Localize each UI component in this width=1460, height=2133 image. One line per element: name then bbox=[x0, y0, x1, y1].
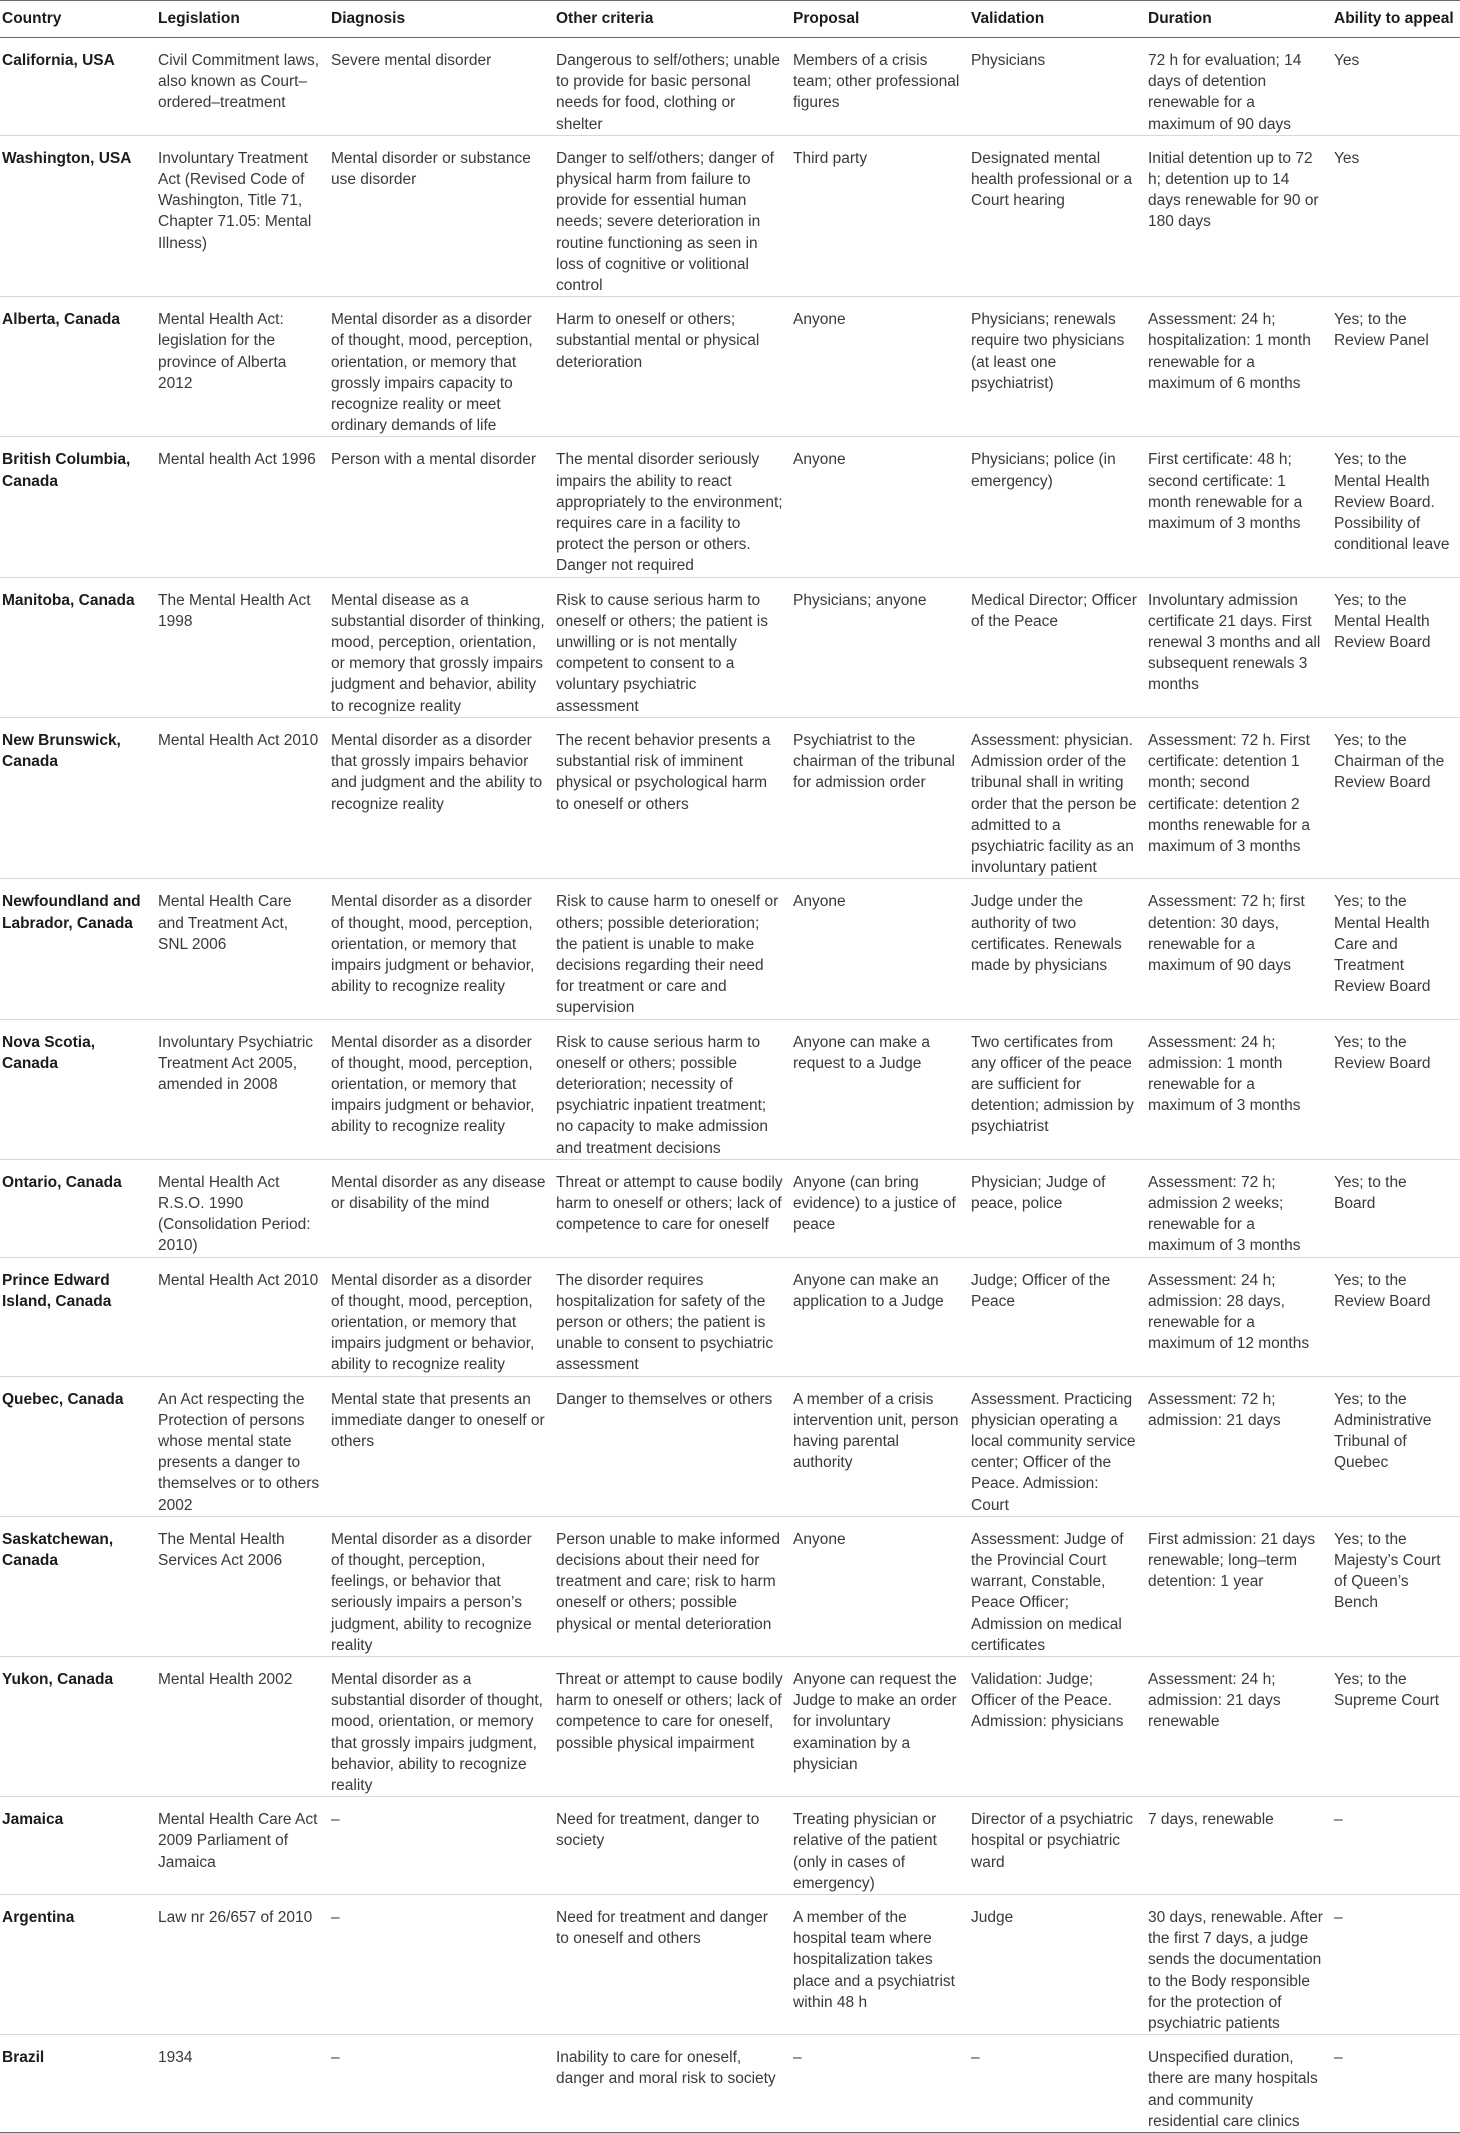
cell-proposal: A member of a crisis intervention unit, person having parental authority bbox=[791, 1376, 969, 1516]
cell-validation: Two certificates from any officer of the peace are sufficient for detention; admission by psychiatrist bbox=[969, 1019, 1146, 1159]
cell-legislation: Mental Health Care and Treatment Act, SNL 2006 bbox=[156, 879, 329, 1019]
cell-duration: Assessment: 72 h; admission: 21 days bbox=[1146, 1376, 1332, 1516]
cell-country: New Brunswick, Canada bbox=[0, 717, 156, 878]
cell-legislation: Involuntary Psychiatric Treatment Act 2005, amended in 2008 bbox=[156, 1019, 329, 1159]
table-row bbox=[0, 135, 1460, 296]
cell-other-criteria: Threat or attempt to cause bodily harm to oneself or others; lack of competence to care for oneself bbox=[554, 1159, 791, 1257]
cell-duration: 30 days, renewable. After the first 7 days, a judge sends the documentation to the Body responsible for the protection of psychiatric patients bbox=[1146, 1895, 1332, 2035]
table-row bbox=[0, 879, 1460, 1019]
cell-duration: Assessment: 72 h. First certificate: detention 1 month; second certificate: detention 2 months renewable for a maximum of 3 months bbox=[1146, 717, 1332, 878]
cell-duration: Initial detention up to 72 h; detention up to 14 days renewable for 90 or 180 days bbox=[1146, 135, 1332, 296]
cell-other-criteria: Danger to self/others; danger of physical harm from failure to provide for essential human needs; severe deterioration in routine functioning as seen in loss of cognitive or volitional control bbox=[554, 135, 791, 296]
cell-proposal: Members of a crisis team; other professional figures bbox=[791, 38, 969, 136]
cell-validation: Assessment: physician. Admission order of the tribunal shall in writing order that the person be admitted to a psychiatric facility as an involuntary patient bbox=[969, 717, 1146, 878]
cell-diagnosis: Mental disorder as a disorder of thought, mood, perception, orientation, or memory that grossly impairs capacity to recognize reality or meet ordinary demands of life bbox=[329, 297, 554, 437]
column-header-diagnosis: Diagnosis bbox=[329, 1, 554, 38]
cell-other-criteria: Inability to care for oneself, danger and moral risk to society bbox=[554, 2035, 791, 2133]
cell-validation: Designated mental health professional or a Court hearing bbox=[969, 135, 1146, 296]
cell-legislation: Mental Health 2002 bbox=[156, 1657, 329, 1797]
cell-diagnosis: Mental disorder as a disorder that grossly impairs behavior and judgment and the ability to recognize reality bbox=[329, 717, 554, 878]
cell-duration: Assessment: 24 h; admission: 28 days, renewable for a maximum of 12 months bbox=[1146, 1257, 1332, 1376]
cell-validation: Validation: Judge; Officer of the Peace. Admission: physicians bbox=[969, 1657, 1146, 1797]
table-header bbox=[0, 1, 1460, 38]
cell-diagnosis: Mental disorder as any disease or disability of the mind bbox=[329, 1159, 554, 1257]
cell-other-criteria: Threat or attempt to cause bodily harm to oneself or others; lack of competence to care for oneself, possible physical impairment bbox=[554, 1657, 791, 1797]
cell-diagnosis: Mental state that presents an immediate danger to oneself or others bbox=[329, 1376, 554, 1516]
cell-diagnosis: Mental disorder as a disorder of thought, mood, perception, orientation, or memory that impairs judgment or behavior, ability to recognize reality bbox=[329, 1257, 554, 1376]
cell-ability-to-appeal: – bbox=[1332, 2035, 1460, 2133]
cell-country: Jamaica bbox=[0, 1797, 156, 1895]
table-row bbox=[0, 1376, 1460, 1516]
cell-duration: Involuntary admission certificate 21 days. First renewal 3 months and all subsequent renewals 3 months bbox=[1146, 577, 1332, 717]
cell-validation: Physicians; police (in emergency) bbox=[969, 437, 1146, 577]
table-row bbox=[0, 577, 1460, 717]
cell-legislation: Mental Health Act: legislation for the province of Alberta 2012 bbox=[156, 297, 329, 437]
cell-diagnosis: Mental disorder as a disorder of thought, mood, perception, orientation, or memory that impairs judgment or behavior, ability to recognize reality bbox=[329, 1019, 554, 1159]
column-header-duration: Duration bbox=[1146, 1, 1332, 38]
cell-ability-to-appeal: Yes; to the Review Board bbox=[1332, 1257, 1460, 1376]
cell-diagnosis: Severe mental disorder bbox=[329, 38, 554, 136]
cell-proposal: Psychiatrist to the chairman of the tribunal for admission order bbox=[791, 717, 969, 878]
cell-country: Saskatchewan, Canada bbox=[0, 1516, 156, 1656]
cell-country: British Columbia, Canada bbox=[0, 437, 156, 577]
cell-diagnosis: – bbox=[329, 1797, 554, 1895]
cell-ability-to-appeal: Yes bbox=[1332, 38, 1460, 136]
cell-proposal: Anyone bbox=[791, 437, 969, 577]
cell-legislation: Civil Commitment laws, also known as Court–ordered–treatment bbox=[156, 38, 329, 136]
cell-proposal: Anyone (can bring evidence) to a justice of peace bbox=[791, 1159, 969, 1257]
cell-other-criteria: Risk to cause serious harm to oneself or others; the patient is unwilling or is not mentally competent to consent to a voluntary psychiatric assessment bbox=[554, 577, 791, 717]
cell-country: Manitoba, Canada bbox=[0, 577, 156, 717]
cell-proposal: Anyone can request the Judge to make an order for involuntary examination by a physician bbox=[791, 1657, 969, 1797]
cell-ability-to-appeal: – bbox=[1332, 1895, 1460, 2035]
cell-ability-to-appeal: Yes; to the Board bbox=[1332, 1159, 1460, 1257]
cell-other-criteria: Person unable to make informed decisions about their need for treatment and care; risk to harm oneself or others; possible physical or mental deterioration bbox=[554, 1516, 791, 1656]
cell-ability-to-appeal: Yes; to the Mental Health Care and Treatment Review Board bbox=[1332, 879, 1460, 1019]
cell-validation: Judge under the authority of two certificates. Renewals made by physicians bbox=[969, 879, 1146, 1019]
cell-ability-to-appeal: – bbox=[1332, 1797, 1460, 1895]
cell-validation: Physician; Judge of peace, police bbox=[969, 1159, 1146, 1257]
cell-other-criteria: Danger to themselves or others bbox=[554, 1376, 791, 1516]
cell-legislation: Law nr 26/657 of 2010 bbox=[156, 1895, 329, 2035]
cell-proposal: Anyone bbox=[791, 879, 969, 1019]
table-row bbox=[0, 437, 1460, 577]
cell-legislation: The Mental Health Act 1998 bbox=[156, 577, 329, 717]
cell-country: Quebec, Canada bbox=[0, 1376, 156, 1516]
cell-duration: First admission: 21 days renewable; long–term detention: 1 year bbox=[1146, 1516, 1332, 1656]
table-row bbox=[0, 38, 1460, 136]
table-row bbox=[0, 1797, 1460, 1895]
cell-proposal: Anyone can make an application to a Judge bbox=[791, 1257, 969, 1376]
cell-ability-to-appeal: Yes; to the Administrative Tribunal of Quebec bbox=[1332, 1376, 1460, 1516]
cell-ability-to-appeal: Yes; to the Majesty’s Court of Queen’s Bench bbox=[1332, 1516, 1460, 1656]
cell-duration: Assessment: 24 h; admission: 21 days renewable bbox=[1146, 1657, 1332, 1797]
cell-proposal: Third party bbox=[791, 135, 969, 296]
cell-diagnosis: Mental disorder as a disorder of thought, mood, perception, orientation, or memory that impairs judgment or behavior, ability to recognize reality bbox=[329, 879, 554, 1019]
table-row bbox=[0, 297, 1460, 437]
cell-proposal: Anyone can make a request to a Judge bbox=[791, 1019, 969, 1159]
cell-proposal: Anyone bbox=[791, 297, 969, 437]
cell-legislation: Mental Health Care Act 2009 Parliament of Jamaica bbox=[156, 1797, 329, 1895]
cell-validation: Physicians; renewals require two physicians (at least one psychiatrist) bbox=[969, 297, 1146, 437]
cell-ability-to-appeal: Yes; to the Review Panel bbox=[1332, 297, 1460, 437]
cell-other-criteria: Risk to cause harm to oneself or others; possible deterioration; the patient is unable to make decisions regarding their need for treatment or care and supervision bbox=[554, 879, 791, 1019]
cell-validation: – bbox=[969, 2035, 1146, 2133]
table-row bbox=[0, 717, 1460, 878]
cell-country: Washington, USA bbox=[0, 135, 156, 296]
cell-ability-to-appeal: Yes bbox=[1332, 135, 1460, 296]
column-header-legislation: Legislation bbox=[156, 1, 329, 38]
cell-other-criteria: Harm to oneself or others; substantial mental or physical deterioration bbox=[554, 297, 791, 437]
cell-ability-to-appeal: Yes; to the Review Board bbox=[1332, 1019, 1460, 1159]
cell-country: Yukon, Canada bbox=[0, 1657, 156, 1797]
cell-country: Ontario, Canada bbox=[0, 1159, 156, 1257]
cell-duration: First certificate: 48 h; second certificate: 1 month renewable for a maximum of 3 months bbox=[1146, 437, 1332, 577]
cell-validation: Medical Director; Officer of the Peace bbox=[969, 577, 1146, 717]
column-header-other-criteria: Other criteria bbox=[554, 1, 791, 38]
cell-diagnosis: Mental disease as a substantial disorder of thinking, mood, perception, orientation, or memory that grossly impairs judgment and behavior, ability to recognize reality bbox=[329, 577, 554, 717]
cell-validation: Assessment: Judge of the Provincial Court warrant, Constable, Peace Officer; Admission on medical certificates bbox=[969, 1516, 1146, 1656]
cell-legislation: Involuntary Treatment Act (Revised Code of Washington, Title 71, Chapter 71.05: Mental Illness) bbox=[156, 135, 329, 296]
cell-ability-to-appeal: Yes; to the Mental Health Review Board bbox=[1332, 577, 1460, 717]
cell-diagnosis: Person with a mental disorder bbox=[329, 437, 554, 577]
cell-duration: Assessment: 72 h; admission 2 weeks; renewable for a maximum of 3 months bbox=[1146, 1159, 1332, 1257]
cell-duration: 7 days, renewable bbox=[1146, 1797, 1332, 1895]
cell-validation: Physicians bbox=[969, 38, 1146, 136]
cell-other-criteria: The mental disorder seriously impairs the ability to react appropriately to the environment; requires care in a facility to protect the person or others. Danger not required bbox=[554, 437, 791, 577]
cell-proposal: Treating physician or relative of the patient (only in cases of emergency) bbox=[791, 1797, 969, 1895]
table-row bbox=[0, 1257, 1460, 1376]
cell-other-criteria: The disorder requires hospitalization for safety of the person or others; the patient is unable to consent to psychiatric assessment bbox=[554, 1257, 791, 1376]
column-header-ability-to-appeal: Ability to appeal bbox=[1332, 1, 1460, 38]
cell-legislation: Mental Health Act 2010 bbox=[156, 717, 329, 878]
cell-duration: Assessment: 24 h; admission: 1 month renewable for a maximum of 3 months bbox=[1146, 1019, 1332, 1159]
cell-ability-to-appeal: Yes; to the Mental Health Review Board. Possibility of conditional leave bbox=[1332, 437, 1460, 577]
cell-country: Argentina bbox=[0, 1895, 156, 2035]
cell-country: Brazil bbox=[0, 2035, 156, 2133]
cell-country: Prince Edward Island, Canada bbox=[0, 1257, 156, 1376]
table-body bbox=[0, 38, 1460, 2133]
table-row bbox=[0, 2035, 1460, 2133]
table-row bbox=[0, 1895, 1460, 2035]
cell-other-criteria: Need for treatment and danger to oneself and others bbox=[554, 1895, 791, 2035]
cell-ability-to-appeal: Yes; to the Chairman of the Review Board bbox=[1332, 717, 1460, 878]
cell-proposal: – bbox=[791, 2035, 969, 2133]
cell-legislation: An Act respecting the Protection of persons whose mental state presents a danger to themselves or to others 2002 bbox=[156, 1376, 329, 1516]
cell-legislation: The Mental Health Services Act 2006 bbox=[156, 1516, 329, 1656]
cell-validation: Judge bbox=[969, 1895, 1146, 2035]
column-header-country: Country bbox=[0, 1, 156, 38]
cell-legislation: 1934 bbox=[156, 2035, 329, 2133]
column-header-validation: Validation bbox=[969, 1, 1146, 38]
cell-duration: Assessment: 24 h; hospitalization: 1 month renewable for a maximum of 6 months bbox=[1146, 297, 1332, 437]
cell-diagnosis: Mental disorder or substance use disorder bbox=[329, 135, 554, 296]
cell-duration: 72 h for evaluation; 14 days of detention renewable for a maximum of 90 days bbox=[1146, 38, 1332, 136]
table-row bbox=[0, 1657, 1460, 1797]
cell-country: Alberta, Canada bbox=[0, 297, 156, 437]
cell-other-criteria: Dangerous to self/others; unable to provide for basic personal needs for food, clothing or shelter bbox=[554, 38, 791, 136]
cell-ability-to-appeal: Yes; to the Supreme Court bbox=[1332, 1657, 1460, 1797]
table-row bbox=[0, 1516, 1460, 1656]
cell-duration: Unspecified duration, there are many hospitals and community residential care clinics bbox=[1146, 2035, 1332, 2133]
cell-validation: Director of a psychiatric hospital or psychiatric ward bbox=[969, 1797, 1146, 1895]
cell-proposal: A member of the hospital team where hospitalization takes place and a psychiatrist within 48 h bbox=[791, 1895, 969, 2035]
cell-proposal: Physicians; anyone bbox=[791, 577, 969, 717]
cell-diagnosis: – bbox=[329, 1895, 554, 2035]
cell-proposal: Anyone bbox=[791, 1516, 969, 1656]
table-row bbox=[0, 1159, 1460, 1257]
cell-legislation: Mental Health Act R.S.O. 1990 (Consolidation Period: 2010) bbox=[156, 1159, 329, 1257]
cell-legislation: Mental Health Act 2010 bbox=[156, 1257, 329, 1376]
column-header-proposal: Proposal bbox=[791, 1, 969, 38]
cell-other-criteria: The recent behavior presents a substantial risk of imminent physical or psychological harm to oneself or others bbox=[554, 717, 791, 878]
cell-diagnosis: Mental disorder as a disorder of thought, perception, feelings, or behavior that seriously impairs a person’s judgment, ability to recognize reality bbox=[329, 1516, 554, 1656]
table-row bbox=[0, 1019, 1460, 1159]
cell-country: California, USA bbox=[0, 38, 156, 136]
cell-validation: Judge; Officer of the Peace bbox=[969, 1257, 1146, 1376]
header-row bbox=[0, 1, 1460, 38]
cell-diagnosis: – bbox=[329, 2035, 554, 2133]
cell-other-criteria: Risk to cause serious harm to oneself or others; possible deterioration; necessity of psychiatric inpatient treatment; no capacity to make admission and treatment decisions bbox=[554, 1019, 791, 1159]
cell-duration: Assessment: 72 h; first detention: 30 days, renewable for a maximum of 90 days bbox=[1146, 879, 1332, 1019]
cell-country: Nova Scotia, Canada bbox=[0, 1019, 156, 1159]
cell-validation: Assessment. Practicing physician operating a local community service center; Officer of the Peace. Admission: Court bbox=[969, 1376, 1146, 1516]
cell-diagnosis: Mental disorder as a substantial disorder of thought, mood, orientation, or memory that grossly impairs judgment, behavior, ability to recognize reality bbox=[329, 1657, 554, 1797]
cell-legislation: Mental health Act 1996 bbox=[156, 437, 329, 577]
cell-country: Newfoundland and Labrador, Canada bbox=[0, 879, 156, 1019]
cell-other-criteria: Need for treatment, danger to society bbox=[554, 1797, 791, 1895]
